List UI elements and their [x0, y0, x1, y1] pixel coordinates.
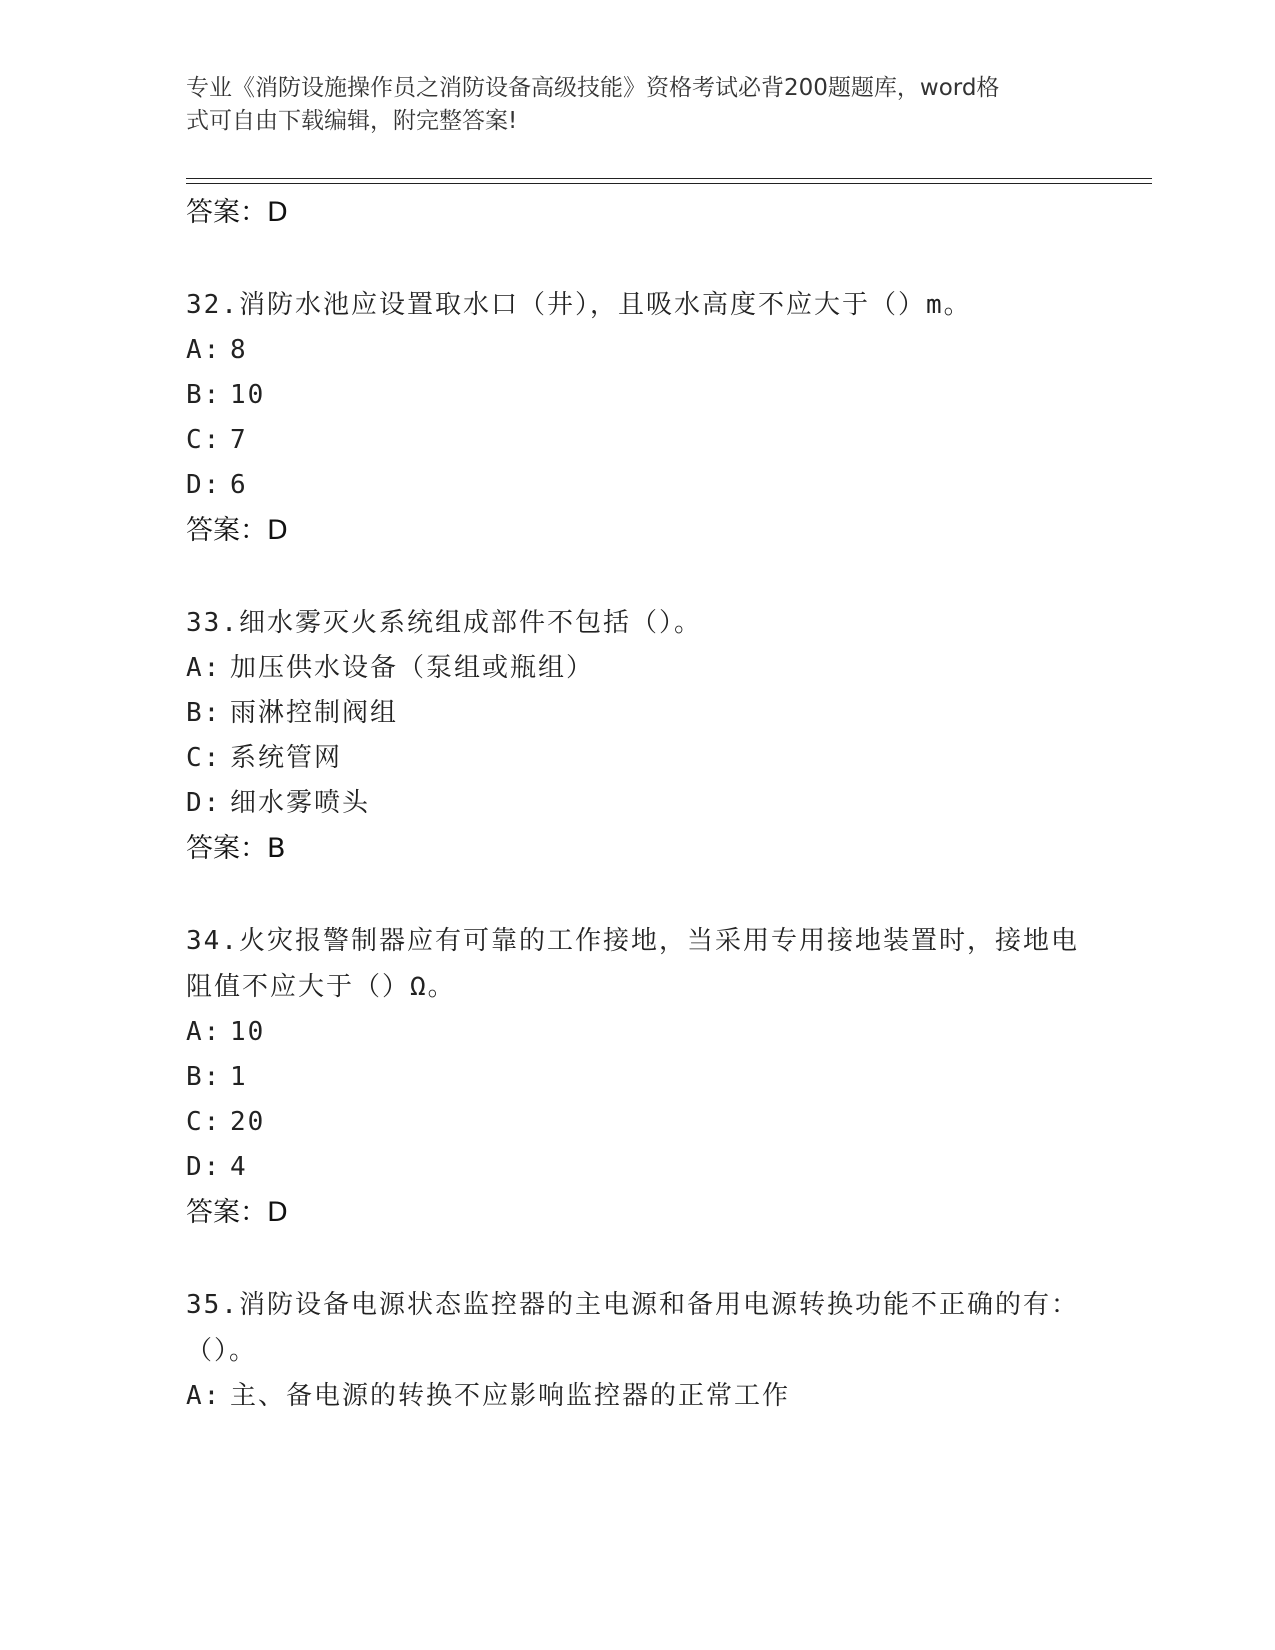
option-d	[186, 1145, 1086, 1190]
header-rule-bottom	[186, 183, 1152, 184]
question-stem: 34.火灾报警制器应有可靠的工作接地，当采用专用接地装置时，接地电阻值不应大于（）Ω。	[186, 926, 1079, 1002]
option-text: 主、备电源的转换不应影响监控器的正常工作	[230, 1381, 791, 1411]
question-stem: 33.细水雾灭火系统组成部件不包括（）。	[186, 608, 702, 638]
question-33	[186, 600, 1086, 872]
option-d	[186, 781, 1086, 826]
option-b	[186, 373, 1086, 418]
header-rule-top	[186, 178, 1152, 179]
option-c	[186, 1100, 1086, 1145]
document-header	[186, 72, 1066, 138]
option-letter: C:	[186, 1107, 222, 1137]
answer-line: 答案：D	[186, 515, 288, 546]
option-letter: D:	[186, 1152, 222, 1182]
answer-line: 答案：D	[186, 197, 288, 228]
option-letter: A:	[186, 1017, 222, 1047]
question-list	[186, 190, 1086, 1419]
option-letter: A:	[186, 335, 222, 365]
header-line-1: 专业《消防设施操作员之消防设备高级技能》资格考试必背200题题库，word格	[186, 75, 1000, 101]
option-letter: D:	[186, 788, 222, 818]
option-letter: B:	[186, 698, 222, 728]
option-c	[186, 418, 1086, 463]
answer-line: 答案：D	[186, 1197, 288, 1228]
question-stem: 32.消防水池应设置取水口（井），且吸水高度不应大于（）m。	[186, 290, 972, 320]
question-32	[186, 282, 1086, 554]
option-b	[186, 1055, 1086, 1100]
option-text: 1	[230, 1062, 248, 1092]
option-letter: B:	[186, 1062, 222, 1092]
option-text: 细水雾喷头	[230, 788, 371, 818]
option-letter: B:	[186, 380, 222, 410]
option-c	[186, 736, 1086, 781]
option-text: 7	[230, 425, 248, 455]
option-a	[186, 328, 1086, 373]
option-text: 系统管网	[230, 743, 343, 773]
option-letter: A:	[186, 653, 222, 683]
header-line-2: 式可自由下载编辑，附完整答案!	[186, 108, 518, 134]
question-35	[186, 1282, 1086, 1419]
option-text: 4	[230, 1152, 248, 1182]
option-b	[186, 691, 1086, 736]
option-letter: D:	[186, 470, 222, 500]
option-text: 10	[230, 1017, 266, 1047]
question-34	[186, 918, 1086, 1236]
option-text: 雨淋控制阀组	[230, 698, 399, 728]
option-letter: C:	[186, 425, 222, 455]
option-d	[186, 463, 1086, 508]
option-a	[186, 646, 1086, 691]
option-a	[186, 1010, 1086, 1055]
option-text: 加压供水设备（泵组或瓶组）	[230, 653, 595, 683]
option-text: 6	[230, 470, 248, 500]
option-text: 8	[230, 335, 248, 365]
option-letter: C:	[186, 743, 222, 773]
option-letter: A:	[186, 1381, 222, 1411]
answer-line: 答案：B	[186, 833, 286, 864]
option-a	[186, 1374, 1086, 1419]
question-stem: 35.消防设备电源状态监控器的主电源和备用电源转换功能不正确的有：（）。	[186, 1290, 1079, 1366]
option-text: 20	[230, 1107, 266, 1137]
option-text: 10	[230, 380, 266, 410]
